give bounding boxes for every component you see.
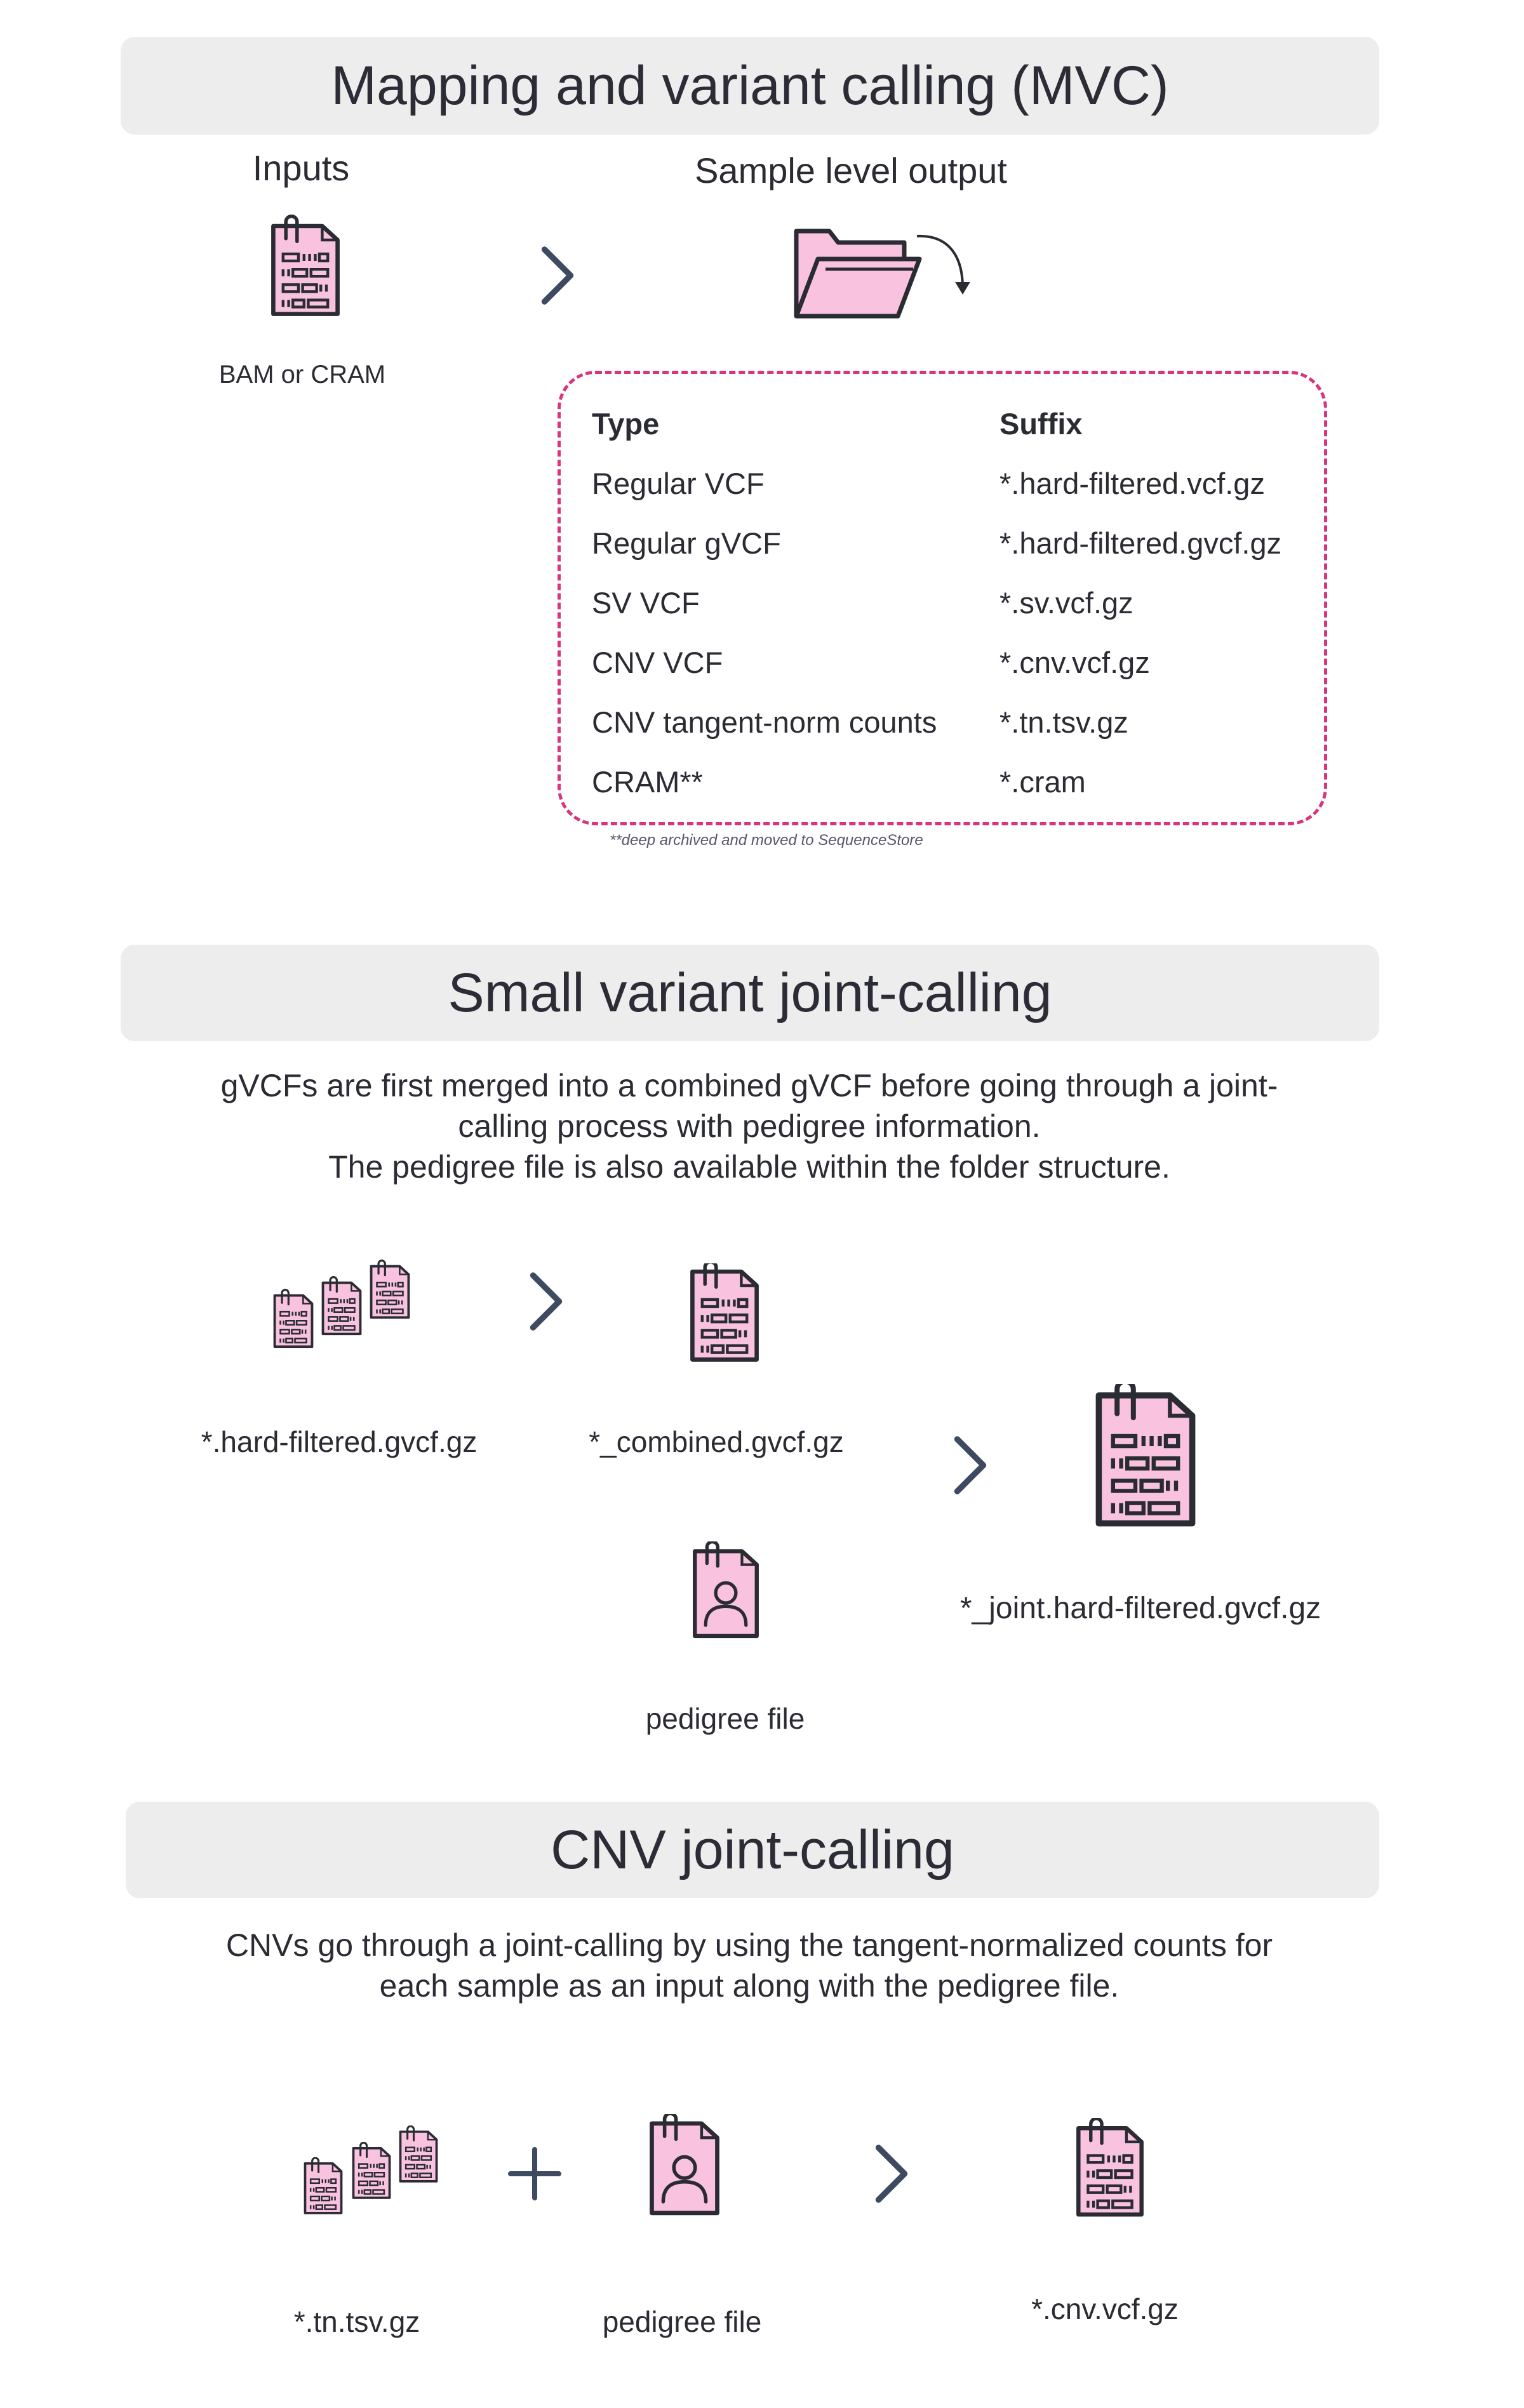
table-row-suffix: *.hard-filtered.gvcf.gz <box>999 526 1282 560</box>
plus-icon <box>508 2147 561 2200</box>
document-icon <box>321 1276 362 1338</box>
pedigree-person-icon <box>649 2114 720 2218</box>
combined-gvcf-label: *_combined.gvcf.gz <box>589 1425 844 1458</box>
table-row-type: CNV tangent-norm counts <box>592 705 937 739</box>
document-icon <box>399 2125 438 2185</box>
pedigree-person-icon <box>692 1541 759 1642</box>
table-header-type: Type <box>592 407 660 441</box>
pedigree-file-label: pedigree file <box>602 2305 762 2338</box>
table-row-suffix: *.cram <box>999 765 1086 799</box>
description-line: each sample as an input along with the pedigree file. <box>379 1968 1120 2004</box>
table-row-type: Regular gVCF <box>592 526 781 560</box>
table-row-type: SV VCF <box>592 586 700 620</box>
table-header-suffix: Suffix <box>999 407 1083 441</box>
small-variant-section-title: Small variant joint-calling <box>121 945 1379 1041</box>
joint-output-label: *_joint.hard-filtered.gvcf.gz <box>959 1592 1321 1625</box>
tn-input-label: *.tn.tsv.gz <box>293 2305 420 2338</box>
chevron-right-icon <box>874 2142 909 2205</box>
table-footnote: **deep archived and moved to SequenceStore <box>610 832 923 849</box>
description-line: CNVs go through a joint-calling by using the tangent-normalized counts for <box>225 1927 1273 1963</box>
open-folder-icon <box>792 223 983 320</box>
document-icon <box>690 1263 759 1364</box>
cnv-description <box>114 1925 1384 2006</box>
document-icon <box>273 1289 314 1351</box>
document-icon <box>1076 2118 1144 2221</box>
document-icon <box>1095 1384 1196 1529</box>
document-icon <box>370 1260 410 1322</box>
document-icon <box>304 2157 343 2217</box>
chevron-right-icon <box>528 1270 564 1333</box>
table-row-suffix: *.tn.tsv.gz <box>999 705 1128 739</box>
table-row-suffix: *.cnv.vcf.gz <box>999 646 1150 679</box>
description-line: calling process with pedigree information. <box>458 1108 1041 1144</box>
description-line: gVCFs are first merged into a combined gVCF before going through a joint- <box>220 1068 1278 1103</box>
document-icon <box>352 2142 391 2202</box>
table-row-type: CRAM** <box>592 765 703 799</box>
input-file-label: BAM or CRAM <box>218 361 386 389</box>
table-row-suffix: *.sv.vcf.gz <box>999 586 1133 620</box>
cnv-section-title: CNV joint-calling <box>126 1802 1379 1898</box>
inputs-label: Inputs <box>252 148 350 188</box>
table-row-suffix: *.hard-filtered.vcf.gz <box>999 467 1265 500</box>
pedigree-file-label: pedigree file <box>645 1702 805 1735</box>
description-line: The pedigree file is also available within the folder structure. <box>328 1149 1170 1185</box>
chevron-right-icon <box>952 1433 988 1497</box>
small-variant-description <box>114 1065 1384 1187</box>
chevron-right-icon <box>540 244 575 307</box>
sample-output-label: Sample level output <box>695 150 1007 190</box>
table-row-type: CNV VCF <box>592 646 723 679</box>
table-row-type: Regular VCF <box>592 467 765 500</box>
mvc-section-title: Mapping and variant calling (MVC) <box>121 37 1379 135</box>
gvcf-input-label: *.hard-filtered.gvcf.gz <box>201 1425 478 1458</box>
cnv-vcf-output-label: *.cnv.vcf.gz <box>1031 2292 1179 2325</box>
document-icon <box>271 215 340 321</box>
